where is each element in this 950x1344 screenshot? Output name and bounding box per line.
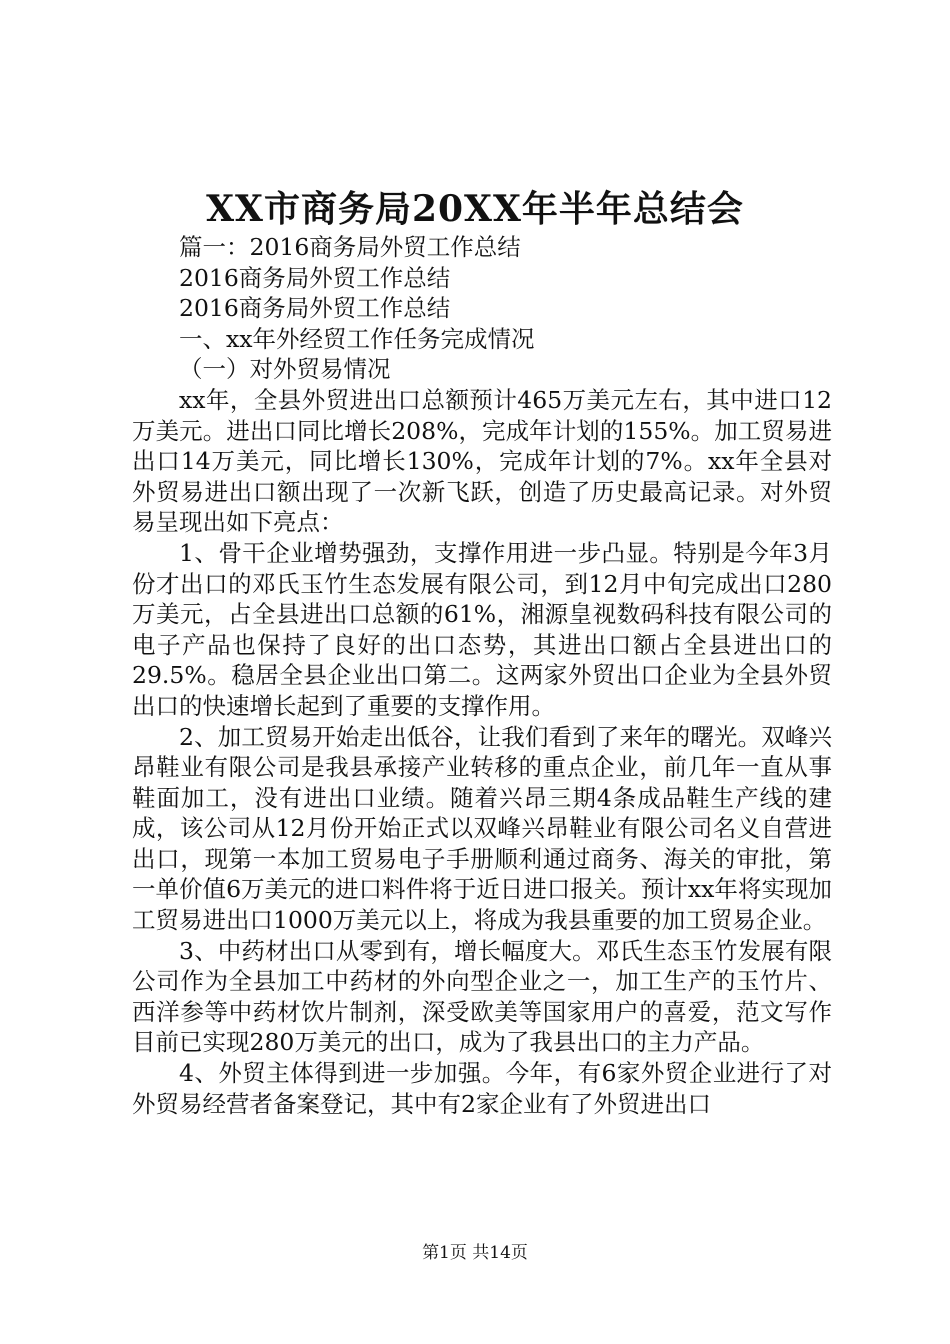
subtitle-line: 2016商务局外贸工作总结: [179, 263, 451, 292]
subsection-heading: （一）对外贸易情况: [179, 355, 391, 384]
section-heading: 一、xx年外经贸工作任务完成情况: [179, 324, 535, 353]
body-paragraph: 1、骨干企业增势强劲，支撑作用进一步凸显。特别是今年3月份才出口的邓氏玉竹生态发展有限公司，到12月中旬完成出口280万美元，占全县进出口总额的61%，湘源皇视数码科技有限公司的电子产品也保持了良好的出口态势，其进出口额占全县进出口的29.5%。稳居全县企业出口第二。这两家外贸出口企业为全县外贸出口的快速增长起到了重要的支撑作用。: [132, 538, 832, 720]
document-body: [132, 232, 832, 1119]
body-paragraph: 3、中药材出口从零到有，增长幅度大。邓氏生态玉竹发展有限公司作为全县加工中药材的外向型企业之一，加工生产的玉竹片、西洋参等中药材饮片制剂，深受欧美等国家用户的喜爱，范文写作目前已实现280万美元的出口，成为了我县出口的主力产品。: [132, 936, 832, 1057]
page-total: 共14页: [472, 1243, 528, 1263]
body-paragraph: 4、外贸主体得到进一步加强。今年，有6家外贸企业进行了对外贸易经营者备案登记，其中有2家企业有了外贸进出口: [132, 1059, 832, 1118]
section-label: 篇一：2016商务局外贸工作总结: [179, 233, 521, 261]
body-paragraph: xx年，全县外贸进出口总额预计465万美元左右，其中进口12万美元。进出口同比增长208%，完成年计划的155%。加工贸易进出口14万美元，同比增长130%，完成年计划的7%。xx年全县对外贸易进出口额出现了一次新飞跃，创造了历史最高记录。对外贸易呈现出如下亮点：: [132, 385, 832, 537]
subtitle-line: 2016商务局外贸工作总结: [179, 294, 451, 323]
page-footer: [0, 1242, 950, 1264]
document-title: XX市商务局20XX年半年总结会: [206, 188, 744, 230]
body-paragraph: 2、加工贸易开始走出低谷，让我们看到了来年的曙光。双峰兴昂鞋业有限公司是我县承接产业转移的重点企业，前几年一直从事鞋面加工，没有进出口业绩。随着兴昂三期4条成品鞋生产线的建成，该公司从12月份开始正式以双峰兴昂鞋业有限公司名义自营进出口，现第一本加工贸易电子手册顺利通过商务、海关的审批，第一单价值6万美元的进口料件将于近日进口报关。预计xx年将实现加工贸易进出口1000万美元以上，将成为我县重要的加工贸易企业。: [132, 722, 832, 935]
page-number: 第1页: [422, 1243, 467, 1263]
